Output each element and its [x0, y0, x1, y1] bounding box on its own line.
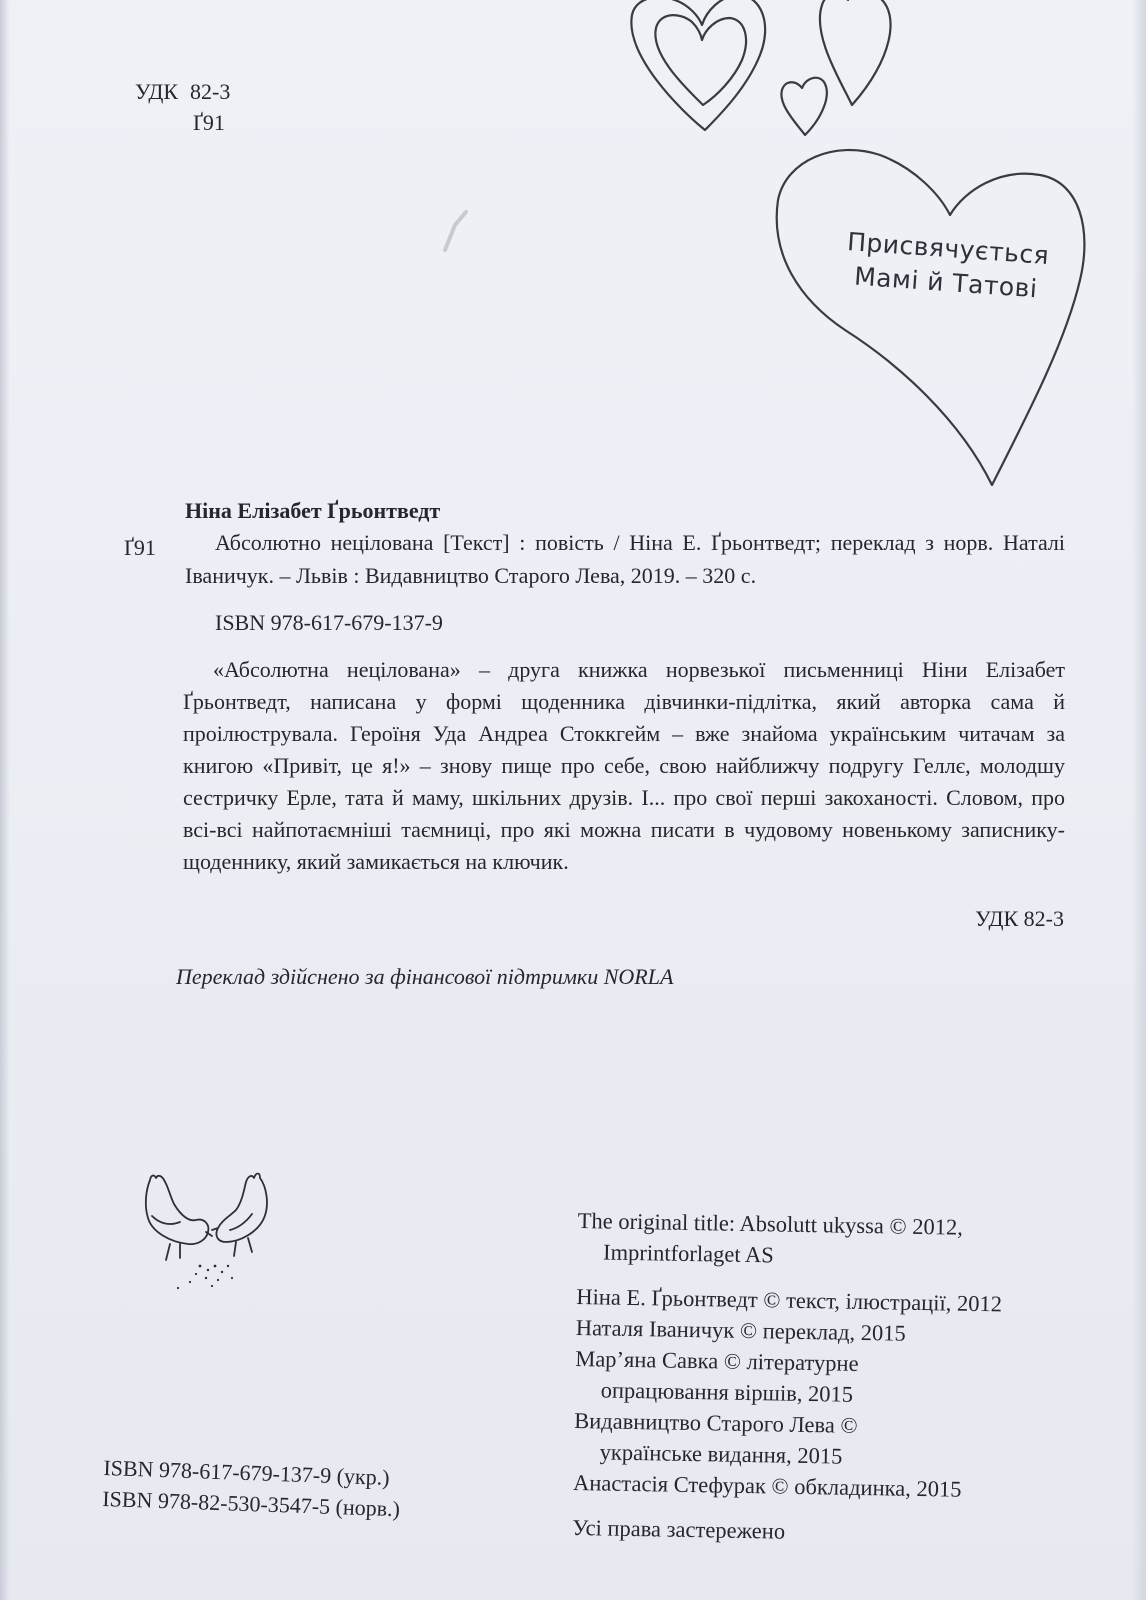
catalog-udk: УДК 82-3: [975, 906, 1064, 931]
catalog-author: Ніна Елізабет Ґрьонтведт: [185, 498, 441, 523]
dedication-line: Мамі й Татові: [853, 261, 1039, 304]
copyright-block: [572, 1205, 1078, 1552]
chickens-drawing: [140, 1170, 285, 1300]
catalog-isbn: ISBN 978-617-679-137-9: [215, 610, 443, 635]
heart-tall: [820, 0, 891, 105]
translation-support-note: Переклад здійснено за фінансової підтримки NORLA: [176, 964, 674, 989]
heart-large-outer: [631, 0, 765, 130]
catalog-description: Абсолютно нецілована [Текст] : повість / Ніна Е. Ґрьонтведт; переклад з норв. Наталі Іваничук. – Львів : Видавництво Старого Лева, 2019. – 320 с.: [185, 530, 1065, 588]
credit-line: Видавництво Старого Лева ©: [574, 1407, 858, 1438]
udk-label: УДК: [135, 79, 179, 104]
author-mark: Ґ91: [193, 110, 225, 135]
original-publisher: Imprintforlaget AS: [602, 1239, 774, 1268]
udk-code: 82-3: [190, 79, 231, 104]
credit-line: Мар’яна Савка © літературне: [575, 1345, 859, 1376]
isbn-nor: ISBN 978-82-530-3547-5 (норв.): [101, 1485, 401, 1522]
original-title: The original title: Absolutt ukyssa © 2012,: [577, 1207, 964, 1240]
catalog-annotation: «Абсолютна нецілована» – друга книжка норвезької письменниці Ніни Елізабет Ґрьонтведт, написана у формі щоденника дівчинки-підлітка, який авторка сама й проілюструвала. Героїня Уда Андреа Стоккгейм – вже знайома українським читачам за книгою «Привіт, це я!» – знову пище про себе, свою найближчу подругу Геллє, молодшу сестричку Ерле, тата й маму, шкільних друзів. І... про свої перші закоханості. Словом, про всі-всі найпотаємніші таємниці, про які можна писати в чудовому новенькому записнику-щоденнику, який замикається на ключик.: [183, 657, 1065, 874]
credit-line: Наталя Іваничук © переклад, 2015: [575, 1314, 907, 1346]
dedication-line: Присвячується: [846, 227, 1051, 271]
catalog-author-mark: Ґ91: [124, 535, 156, 560]
credit-line: Анастасія Стефурак © обкладинка, 2015: [572, 1469, 962, 1502]
heart-dedication: [777, 150, 1085, 485]
credit-line: Ніна Е. Ґрьонтведт © текст, ілюстрації, 2012: [576, 1283, 1003, 1317]
heart-small: [781, 78, 826, 135]
heart-large-inner: [655, 15, 746, 105]
credit-line: українське видання, 2015: [599, 1439, 843, 1469]
isbn-ukr: ISBN 978-617-679-137-9 (укр.): [103, 1454, 391, 1490]
isbn-block: [102, 1452, 402, 1524]
rights-reserved: Усі права застережено: [572, 1514, 786, 1544]
credit-line: опрацювання віршів, 2015: [600, 1377, 854, 1407]
